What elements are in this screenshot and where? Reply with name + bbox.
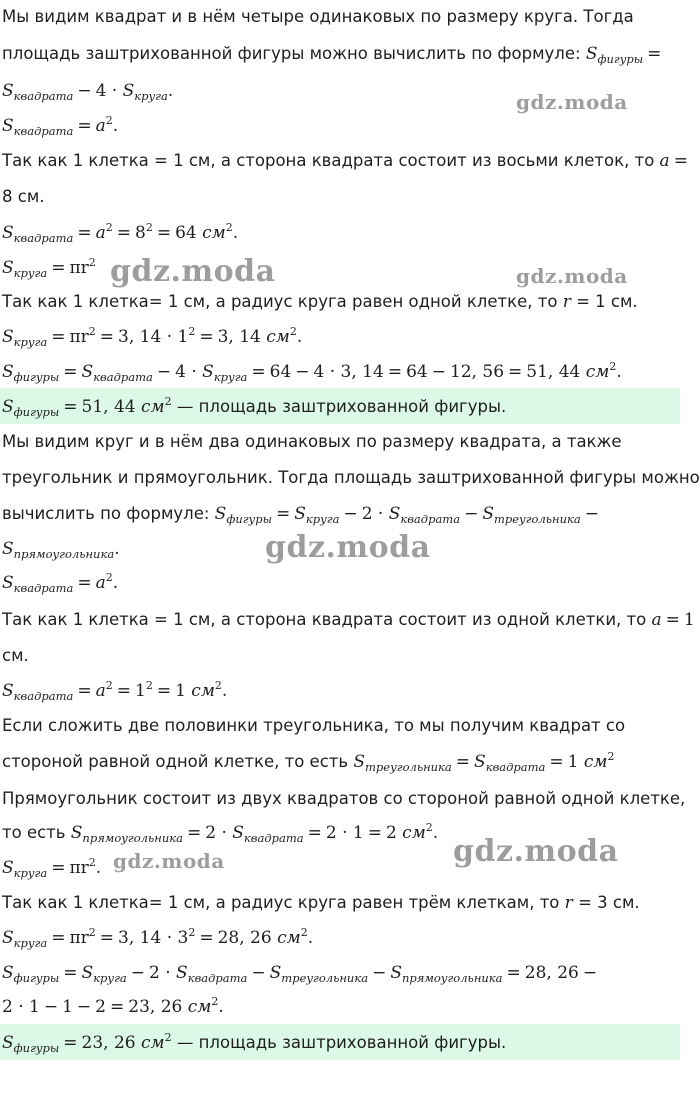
text-line: 8 см.	[2, 187, 45, 206]
formula-line: 2 · 1 − 1 − 2 = 23, 26 $см^2$.	[2, 995, 224, 1017]
formula-line: $S_{круга} = \pi r^2 = 3$, $14 \cdot 1^2 = 3$, 14 $см^2$.	[2, 325, 303, 349]
formula-line: $S_{квадрата} = a^2 = 8^2 = 64$ $см^2$.	[2, 221, 239, 245]
formula-line: $S_{квадрата} - 4 \cdot S_{круга}$.	[2, 81, 174, 103]
watermark-logo: gdz.moda	[516, 90, 628, 114]
text-line: площадь заштрихованной фигуры можно вычислить по формуле: $S_{фигуры}$ =	[2, 44, 662, 66]
formula-line: $S_{квадрата} = a^2$.	[2, 114, 119, 138]
text-line: вычислить по формуле: $S_{фигуры} = S_{круга} - 2 \cdot S_{квадрата} - S_{треугольника}$ −	[2, 504, 599, 526]
formula-line: $S_{прямоугольника}$.	[2, 539, 120, 561]
text-line: Так как 1 клетка= 1 см, а радиус круга равен одной клетке, то r = 1 см.	[2, 292, 638, 312]
watermark-logo: gdz.moda	[516, 264, 628, 288]
formula-line: $S_{квадрата} = a^2 = 1^2 = 1$ $см^2$.	[2, 679, 228, 703]
watermark-logo: gdz.moda	[265, 530, 431, 565]
text-line: Мы видим квадрат и в нём четыре одинаковых по размеру круга. Тогда	[2, 7, 634, 26]
result-line: $S_{фигуры} = 51$, 44 $см^2$ — площадь заштрихованной фигуры.	[2, 395, 507, 419]
text-line: стороной равной одной клетке, то есть $S_{треугольника} = S_{квадрата} = 1$ $см^2$	[2, 750, 615, 774]
formula-line: $S_{квадрата} = a^2$.	[2, 571, 119, 595]
text-line: Так как 1 клетка = 1 см, а сторона квадрата состоит из восьми клеток, то a =	[2, 151, 688, 171]
formula-line: $S_{фигуры} = S_{круга} - 2 \cdot S_{квадрата} - S_{треугольника} - S_{прямоугольника} = 28$, 26 −	[2, 963, 598, 985]
text-line: Если сложить две половинки треугольника, то мы получим квадрат со	[2, 716, 626, 735]
text-line: Прямоугольник состоит из двух квадратов со стороной равной одной клетке,	[2, 789, 686, 808]
formula-line: $S_{фигуры} = S_{квадрата} - 4 \cdot S_{круга} = 64 - 4 \cdot 3$, 14 = 64 − 12, 56 = 51, 44 $см^2$.	[2, 360, 622, 384]
text-line: Так как 1 клетка = 1 см, а сторона квадрата состоит из одной клетки, то a = 1	[2, 610, 695, 630]
formula-line: $S_{круга} = \pi r^2$	[2, 256, 96, 280]
text-line: треугольник и прямоугольник. Тогда площадь заштрихованной фигуры можно	[2, 468, 700, 487]
text-line: Так как 1 клетка= 1 см, а радиус круга равен трём клеткам, то r = 3 см.	[2, 893, 640, 913]
watermark-logo: gdz.moda	[113, 849, 225, 873]
text-line: см.	[2, 646, 29, 665]
watermark-logo: gdz.moda	[110, 254, 276, 289]
watermark-logo: gdz.moda	[453, 834, 619, 869]
text-line: то есть $S_{прямоугольника} = 2 \cdot S_{квадрата} = 2 \cdot 1 = 2$ $см^2$.	[2, 821, 439, 845]
text-line: Мы видим круг и в нём два одинаковых по размеру квадрата, а также	[2, 432, 622, 451]
formula-line: $S_{круга} = \pi r^2 = 3$, $14 \cdot 3^2 = 28$, 26 $см^2$.	[2, 926, 314, 950]
result-line: $S_{фигуры} = 23$, 26 $см^2$ — площадь заштрихованной фигуры.	[2, 1031, 507, 1055]
formula-line: $S_{круга} = \pi r^2$.	[2, 856, 102, 880]
